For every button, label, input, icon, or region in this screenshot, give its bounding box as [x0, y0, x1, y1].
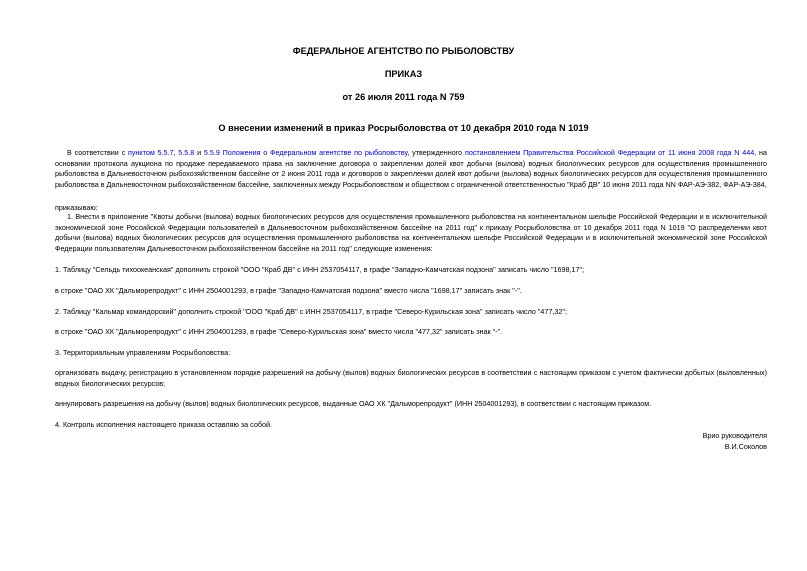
- document-type: ПРИКАЗ: [384, 69, 423, 79]
- link-postanovlenie[interactable]: постановлением Правительства Российской Федерации от 11 июня 2008 года N 444: [464, 148, 755, 157]
- item-4: 4. Контроль исполнения настоящего приказа оставляю за собой.: [55, 420, 272, 429]
- signature-position: Врио руководителя: [702, 431, 767, 440]
- preamble-text-1: В соответствии с: [67, 148, 128, 157]
- link-prikaz-1019[interactable]: приказу Росрыболовства от 10 декабря 2011 года N 1019: [485, 222, 685, 232]
- link-punkt-5-5-8[interactable]: 5.5.8: [178, 148, 195, 157]
- preamble-text-4: , утвержденного: [407, 148, 465, 157]
- paragraph-1-text-1: 1. Внести в приложение "Квоты добычи (вылова) водных биологических ресурсов для осуществления промышленного рыболовства на континентальном шельфе Российской Федерации и в исключительной экономической зоне Российской Федерации пользователей в Дальневосточном рыбохозяйственном бассейне на 2011 год" к: [55, 212, 767, 232]
- order-word: приказываю:: [55, 203, 98, 212]
- item-1-row-change: в строке "ОАО ХК "Дальморепродукт" с ИНН 2504001293, в графе "Западно-Камчатская подзона" вместо числа "1698,17" записать знак "-".: [55, 286, 522, 295]
- document-title: О внесении изменений в приказ Росрыболовства от 10 декабря 2010 года N 1019: [218, 123, 589, 133]
- item-2-row-change: в строке "ОАО ХК "Дальморепродукт" с ИНН 2504001293, в графе "Северо-Курильская зона" вместо числа "477,32" записать знак "-".: [55, 327, 503, 336]
- signature-name: В.И.Соколов: [724, 442, 767, 451]
- item-3-cancel-permits: аннулировать разрешения на добычу (вылов) водных биологических ресурсов, выданные ОАО ХК "Дальморепродукт" (ИНН 2504001293), в соответствии с настоящим приказом.: [55, 399, 652, 408]
- agency-name: ФЕДЕРАЛЬНОЕ АГЕНТСТВО ПО РЫБОЛОВСТВУ: [292, 46, 515, 56]
- item-2: 2. Таблицу "Кальмар командорский" дополнить строкой "ООО "Краб ДВ" с ИНН 2537054117, в графе "Северо-Курильская зона" записать число "477,32";: [55, 307, 567, 316]
- item-3: 3. Территориальным управлениям Росрыболовства:: [55, 348, 231, 357]
- document-date: от 26 июля 2011 года N 759: [342, 92, 465, 102]
- item-1: 1. Таблицу "Сельдь тихоокеанская" дополнить строкой "ООО "Краб ДВ" с ИНН 2537054117, в графе "Западно-Камчатская подзона" записать число "1698,17";: [55, 265, 585, 274]
- paragraph-1-text-2: "О распределении квот добычи (вылова) водных биологических ресурсов для осуществления промышленного рыболовства на континентальном шельфе Российской Федерации и в исключительной экономической зоне Российской Федерации пользователям Дальневосточном рыбохозяйственном бассейне на 2011 год" следующие изменения:: [55, 222, 767, 253]
- preamble-text-2: ,: [173, 148, 179, 157]
- preamble-paragraph: [55, 148, 767, 190]
- link-polozhenie[interactable]: 5.5.9 Положения о Федеральном агентстве по рыболовству: [203, 148, 408, 157]
- item-3-issue-permits: организовать выдачу, регистрацию в установленном порядке разрешений на добычу (вылов) водных биологических ресурсов в соответствии с настоящим приказом с учетом фактически добытых (выловленных) водных биологических ресурсов;: [55, 368, 767, 388]
- paragraph-1: [55, 212, 767, 254]
- link-punkt-5-5-7[interactable]: пунктом 5.5.7: [127, 148, 174, 157]
- preamble-text-5: , на основании протокола аукциона по продаже передаваемого права на заключение договора о закреплении долей квот добычи (вылова) водных биологических ресурсов для осуществления промышленного рыболовства в Дальневосточном рыбохозяйственном бассейне от 2 июня 2011 года и договоров о закреплении долей квот добычи (вылова) водных биологических ресурсов для осуществления промышленного рыболовства в Дальневосточном рыбохозяйственном бассейне, заключенных между Росрыболовством и обществом с ограниченной ответственностью "Краб ДВ" 10 июня 2011 года NN ФАР-АЭ-382, ФАР-АЭ-384,: [55, 148, 767, 189]
- preamble-text-3: и: [194, 148, 204, 157]
